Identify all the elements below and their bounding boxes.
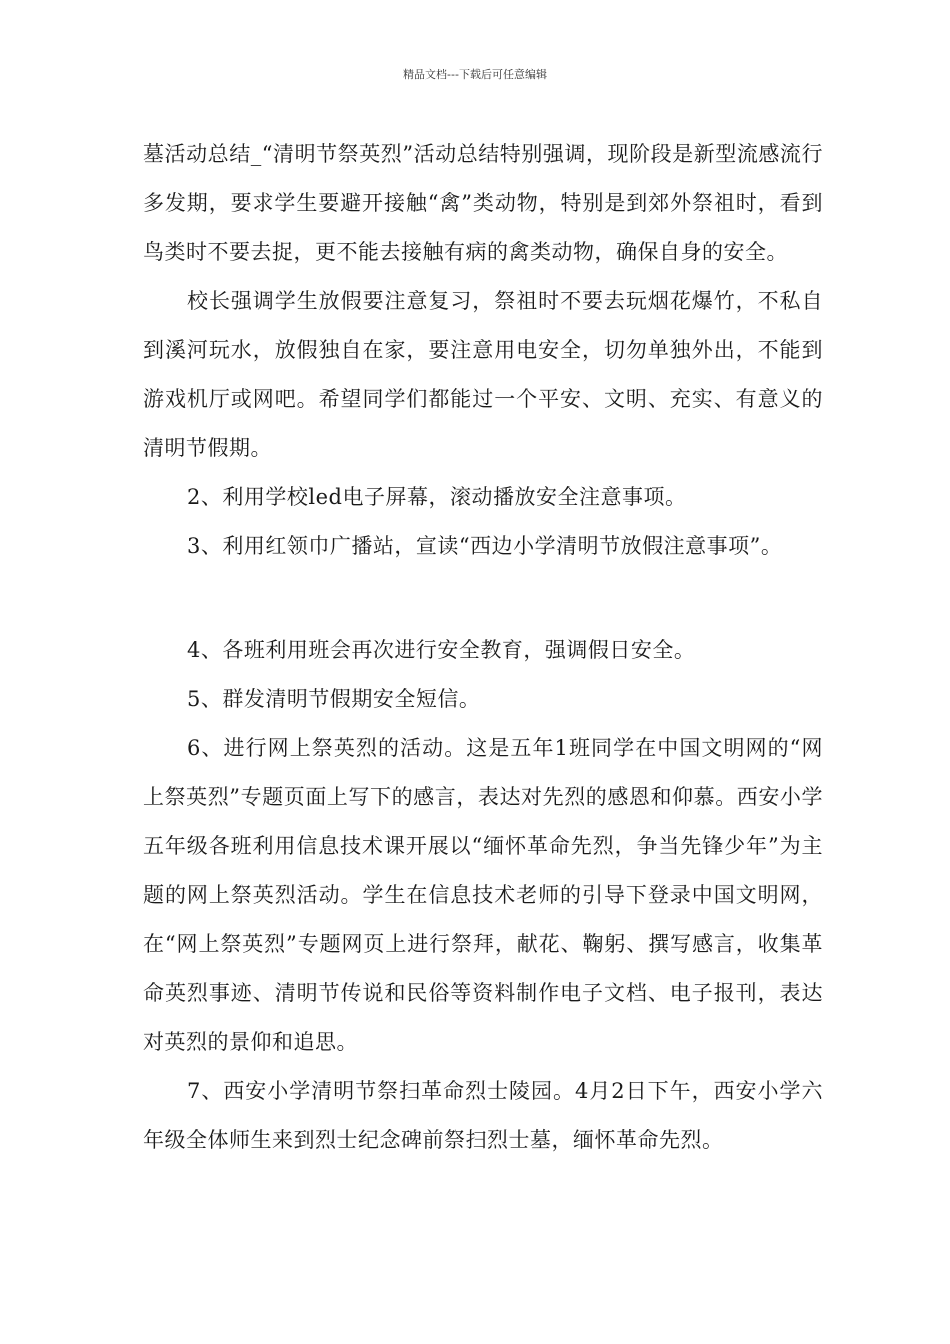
paragraph-7: 6、进行网上祭英烈的活动。这是五年1班同学在中国文明网的“网上祭英烈”专题页面上写下的感言，表达对先烈的感恩和仰慕。西安小学五年级各班利用信息技术课开展以“缅怀革命先烈，争当先锋少年”为主题的网上祭英烈活动。学生在信息技术老师的引导下登录中国文明网，在“网上祭英烈”专题网页上进行祭拜，献花、鞠躬、撰写感言，收集革命英烈事迹、清明节传说和民俗等资料制作电子文档、电子报刊，表达对英烈的景仰和追思。	[143, 736, 823, 1054]
paragraph-1: 墓活动总结_“清明节祭英烈”活动总结特别强调，现阶段是新型流感流行多发期，要求学生要避开接触“禽”类动物，特别是到郊外祭祖时，看到鸟类时不要去捉，更不能去接触有病的禽类动物，确保自身的安全。	[143, 142, 823, 264]
paragraph-5: 4、各班利用班会再次进行安全教育，强调假日安全。	[187, 638, 696, 662]
paragraph-2: 校长强调学生放假要注意复习，祭祖时不要去玩烟花爆竹，不私自到溪河玩水，放假独自在家，要注意用电安全，切勿单独外出，不能到游戏机厅或网吧。希望同学们都能过一个平安、文明、充实、有意义的清明节假期。	[143, 289, 823, 460]
paragraph-3: 2、利用学校led电子屏幕，滚动播放安全注意事项。	[187, 485, 687, 509]
paragraph-8: 7、西安小学清明节祭扫革命烈士陵园。4月2日下午，西安小学六年级全体师生来到烈士纪念碑前祭扫烈士墓，缅怀革命先烈。	[143, 1079, 823, 1152]
paragraph-4: 3、利用红领巾广播站，宣读“西边小学清明节放假注意事项”。	[187, 534, 783, 558]
document-body	[143, 130, 823, 1165]
paragraph-6: 5、群发清明节假期安全短信。	[187, 687, 481, 711]
page-header: 精品文档---下载后可任意编辑	[403, 68, 547, 81]
